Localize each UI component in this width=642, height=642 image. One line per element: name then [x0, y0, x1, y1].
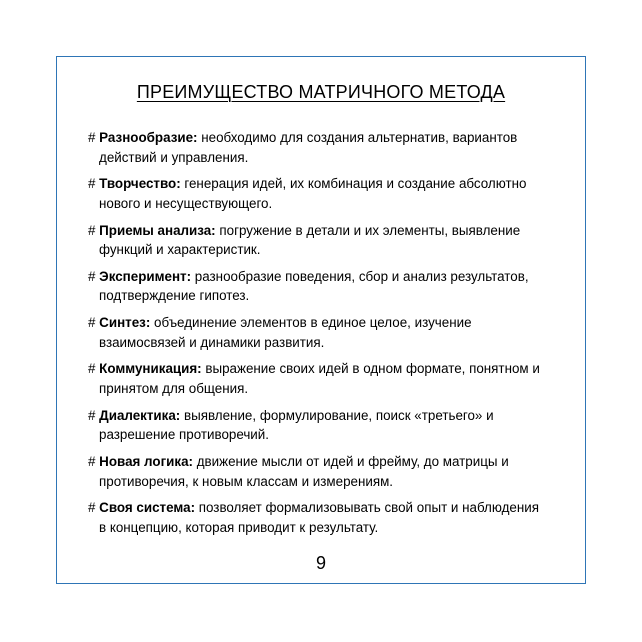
item-text: выражение своих идей в одном формате, понятном и принятом для общения.	[99, 361, 540, 396]
item-text: объединение элементов в единое целое, изучение взаимосвязей и динамики развития.	[99, 315, 472, 350]
item-term: Своя система:	[99, 500, 196, 516]
item-marker: #	[88, 130, 100, 145]
item-marker: #	[88, 361, 100, 377]
item-marker: #	[88, 407, 100, 423]
item-term: Эксперимент:	[99, 268, 192, 284]
item-marker: #	[88, 315, 100, 331]
item-marker: #	[88, 500, 100, 516]
list-item	[88, 498, 548, 537]
item-term: Разнообразие:	[99, 130, 198, 145]
list-item	[88, 128, 548, 167]
list-item	[88, 452, 548, 491]
page-title	[0, 82, 642, 103]
item-term: Творчество:	[99, 176, 181, 192]
item-marker: #	[88, 176, 100, 192]
item-term: Диалектика:	[99, 407, 181, 423]
item-text: необходимо для создания альтернатив, вариантов действий и управления.	[99, 130, 518, 165]
item-text: разнообразие поведения, сбор и анализ результатов, подтверждение гипотез.	[99, 268, 529, 304]
list-item	[88, 221, 548, 260]
list-item	[88, 267, 548, 306]
item-text: погружение в детали и их элементы, выявление функций и характеристик.	[99, 222, 521, 258]
advantages-list	[88, 128, 548, 545]
item-term: Приемы анализа:	[99, 222, 216, 238]
item-text: генерация идей, их комбинация и создание абсолютно нового и несуществующего.	[99, 176, 527, 211]
item-marker: #	[88, 454, 100, 470]
page-title-text: ПРЕИМУЩЕСТВО МАТРИЧНОГО МЕТОДА	[136, 82, 506, 102]
list-item	[88, 174, 548, 213]
item-text: движение мысли от идей и фрейму, до матрицы и противоречия, к новым классам и измерениям.	[99, 454, 509, 489]
list-item	[88, 406, 548, 445]
page-number: 9	[315, 553, 326, 573]
item-text: позволяет формализовывать свой опыт и наблюдения в концепцию, которая приводит к результату.	[99, 500, 539, 535]
item-term: Новая логика:	[99, 454, 193, 470]
list-item	[88, 359, 548, 398]
item-term: Коммуникация:	[99, 361, 202, 377]
item-text: выявление, формулирование, поиск «третьего» и разрешение противоречий.	[99, 407, 494, 443]
item-marker: #	[88, 268, 100, 284]
item-term: Синтез:	[99, 315, 151, 331]
list-item	[88, 313, 548, 352]
item-marker: #	[88, 222, 100, 238]
